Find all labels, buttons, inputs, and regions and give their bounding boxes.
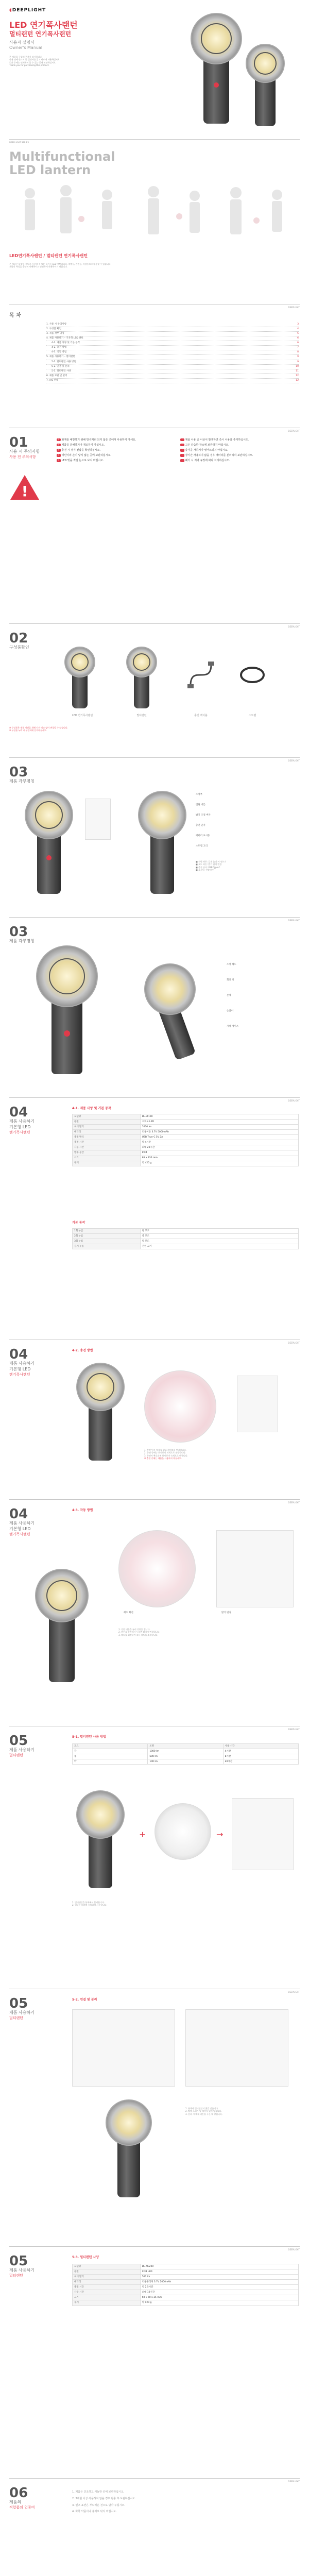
- section-04b-heading: 04 제품 사용하기 기본형 LED 랜기폭사랜턴: [9, 1347, 35, 1377]
- section-04c: DEEPLIGHT 04 제품 사용하기 기본형 LED 랜기폭사랜턴 4-3. 작동 방법 헤드 회전 밝기 변경 1. 전원 버튼을 눌러 전원을 켭니다. 2. 버튼을 반복해서 누르면 밝기가 변경됩니다. 3. 헤드를 회전하여 조사 각도를 조절합니다.: [0, 1499, 309, 1710]
- cover-section: [0, 0, 309, 134]
- connect-header: 5-2. 연결 및 분리: [72, 1998, 97, 2002]
- section-05c: DEEPLIGHT 05 제품 사용하기 멀티랜턴 5-3. 멀티랜턴 사양 모델명 DL-ML200 광원 COB LED 최대 밝기 500 lm 배터리 리튬폴리머 3.7V 2000mAh 충전 시간 약 2.5시간 사용 시간 최대 12시간 크기 60 x 60 x 25 mm 무게 약 120 g: [0, 2246, 309, 2463]
- parts2-lantern: [31, 943, 103, 1077]
- warnings-left: ! 화재를 예방하기 위해 방수처리 되지 않은 곳에서 사용하지 마세요. ! 제품을 분해하거나 개조하지 마십시오. ! 충전 시 정격 전압을 확인하십시오. ! 어린이의 손이 닿지 않는 곳에 보관하십시오. ! LED 빛을 직접 눈으로 보지 마십시오.: [57, 438, 173, 464]
- toc-item[interactable]: 4-3. 작동 방법 8: [46, 350, 299, 355]
- section-06: DEEPLIGHT 06 제품의 적합품의 업종비 1. 제품은 건조하고 서늘한 곳에 보관하십시오. 2. 3개월 이상 사용하지 않을 경우 완충 후 보관하십시오. 3. 렌즈 표면은 부드러운 천으로 닦아 주십시오. 4. 화학 약품이나 용제로 닦지 마십시오.: [0, 2478, 309, 2576]
- part-label: 밝기 조절 버튼: [196, 814, 211, 817]
- section-05: DEEPLIGHT 05 제품 사용하기 멀티랜턴 5-1. 멀티랜턴 사용 방법 모드 조명 사용 시간 강 1000 lm 4시간 중 500 lm 8시간 약 100 lm 20시간 + → 1. 멀티랜턴을 본체에서 분리합니다. 2. 원하는 위치에 거치하여 사용합니다.: [0, 1726, 309, 1973]
- toc-section: DEEPLIGHT 목 차 1. 사용 시 주의사항 3 2. 구성품 확인 4 3. 제품 각부 명칭 5 4. 제품 사용하기 – 기본형 LED 랜턴 6 4-1. 제품 사양 및 기본 동작 6 4-2. 충전 방법 7 4-3. 작동 방법 8 5. 제품 사용하기 – 멀티랜턴 9 5-1. 멀티랜턴 사용 방법 9 5-2. 연결 및 분리 10 5-3. 멀티랜턴 사양 11 6. 제품 보관 및 관리 12 7. A/S 안내 12: [0, 304, 309, 417]
- part-label: 전원 버튼: [196, 804, 205, 806]
- part-label: 조명부: [196, 793, 203, 796]
- section-01-heading: 01 사용 시 주의사항 사용 전 주의사항: [9, 435, 40, 459]
- strap-icon: [237, 659, 268, 690]
- multi-lantern-attached: [72, 1788, 129, 1891]
- multi-spec-header: 5-3. 멀티랜턴 사양: [72, 2256, 99, 2259]
- part-label: 충전 단자: [196, 824, 205, 827]
- toc-item[interactable]: 5-2. 연결 및 분리 10: [46, 365, 299, 369]
- toc-list: [46, 323, 299, 383]
- cable-icon: [185, 659, 216, 690]
- cover-lantern-small: [242, 41, 288, 129]
- section-05b-heading: 05 제품 사용하기 멀티랜턴: [9, 1996, 35, 2020]
- modes-header: 기본 동작: [72, 1221, 85, 1225]
- parts2-lantern-tilted: [134, 958, 211, 1061]
- section-04-heading: 04 제품 사용하기 기본형 LED 랜기폭사랜턴: [9, 1105, 35, 1134]
- connect-figure-1: [72, 2009, 175, 2087]
- section-03: DEEPLIGHT 03 제품 각부명칭 조명부 전원 버튼 밝기 조절 버튼 충전 단자 배터리 표시등 스트랩 고리 ■ 전원 버튼: 길게 눌러 켜기/끄기 ■ 모드 버튼: 밝기 단계 변경 ■ 충전 단자: USB Type-C ■ 표시등: 잔량 확인: [0, 757, 309, 907]
- section-06-heading: 06 제품의 적합품의 업종비: [9, 2485, 35, 2510]
- connect-figure-2: [185, 2009, 288, 2087]
- modes-table: 1회 누름 강 모드 2회 누름 중 모드 3회 누름 약 모드 길게 누름 전원 끄기: [72, 1228, 299, 1249]
- parts-lantern-front: [21, 788, 77, 896]
- part-label: 손잡이: [227, 1010, 234, 1012]
- toc-item[interactable]: 2. 구성품 확인 4: [46, 327, 299, 332]
- component-notes: ※ 구성품은 제품 개선을 위해 사전 예고 없이 변경될 수 있습니다. ※ 구성품 누락 시 구입처에 문의하십시오.: [9, 726, 68, 732]
- charging-steps: 1. 충전 단자 덮개를 열고 케이블을 연결합니다. 2. 충전 중에는 표시등이 적색으로 점등됩니다. 3. 충전이 완료되면 표시등이 녹색으로 바뀝니다. ※ 충전 중에는 제품을 사용하지 마십시오.: [144, 1449, 188, 1460]
- toc-item[interactable]: 3. 제품 각부 명칭 5: [46, 332, 299, 336]
- component-label: LED 연기폭사랜턴: [72, 714, 93, 717]
- section-03b: DEEPLIGHT 03 제품 각부명칭 조명 헤드 회전 링 본체 손잡이 자석 베이스: [0, 917, 309, 1087]
- brand-logo: ◖DEEPLIGHT: [9, 8, 46, 13]
- cover-lantern-large: [185, 10, 247, 129]
- component-label: 멀티랜턴: [136, 714, 147, 717]
- section-01: DEEPLIGHT 01 사용 시 주의사항 사용 전 주의사항 ! ! 화재를 예방하기 위해 방수처리 되지 않은 곳에서 사용하지 마세요. ! 제품을 분해하거나 개조하지 마십시오. ! 충전 시 정격 전압을 확인하십시오. ! 어린이의 손이 닿지 않는 곳에 보관하십시오. ! LED 빛을 직접 눈으로 보지 마십시오. ! 제품 사용 중 이상이 발생하면 즉시 사용을 중지하십시오. ! 고온 다습한 장소에 보관하지 마십시오. ! 충격을 가하거나 떨어뜨리지 마십시오. ! 장기간 사용하지 않을 경우 배터리를 분리하여 보관하십시오. ! 폐기 시 지역 규정에 따라 처리하십시오.: [0, 428, 309, 608]
- component-multi-lantern: [124, 644, 160, 711]
- multi-usage: [232, 1798, 294, 1870]
- component-lantern: [62, 644, 98, 711]
- cover-manual-kr: 사용자 설명서: [9, 40, 35, 45]
- multi-module: [154, 1803, 211, 1860]
- multi-spec-table: 모델명 DL-ML200 광원 COB LED 최대 밝기 500 lm 배터리 리튬폴리머 3.7V 2000mAh 충전 시간 약 2.5시간 사용 시간 최대 12시간 크기 60 x 60 x 25 mm 무게 약 120 g: [72, 2264, 299, 2306]
- hero-illustration: [9, 180, 300, 247]
- operation-detail-1: [118, 1530, 196, 1607]
- parts-lantern-side: [134, 788, 191, 896]
- cover-title-1: LED 연기폭사랜턴: [9, 20, 78, 30]
- toc-item[interactable]: 7. A/S 안내 12: [46, 379, 299, 383]
- toc-item[interactable]: 4-1. 제품 사양 및 기본 동작 6: [46, 341, 299, 346]
- operation-detail-2: [216, 1530, 294, 1607]
- operation-steps: 1. 전원 버튼을 눌러 전원을 켭니다. 2. 버튼을 반복해서 누르면 밝기가 변경됩니다. 3. 헤드를 회전하여 조사 각도를 조절합니다.: [118, 1628, 161, 1636]
- parts-bullets: ■ 전원 버튼: 길게 눌러 켜기/끄기 ■ 모드 버튼: 밝기 단계 변경 ■ 충전 단자: USB Type-C ■ 표시등: 잔량 확인: [196, 860, 227, 872]
- toc-header: 목 차: [9, 313, 21, 318]
- hero-section: [0, 139, 309, 299]
- part-label: 배터리 표시등: [196, 835, 210, 837]
- arrow-right-icon: →: [216, 1829, 224, 1839]
- toc-item[interactable]: 1. 사용 시 주의사항 3: [46, 323, 299, 327]
- multi-steps: 1. 멀티랜턴을 본체에서 분리합니다. 2. 원하는 위치에 거치하여 사용합니다.: [72, 1901, 108, 1907]
- toc-item[interactable]: 5. 제품 사용하기 – 멀티랜턴 9: [46, 355, 299, 360]
- hero-title-1: Multifunctional: [9, 149, 115, 164]
- charging-lantern: [72, 1360, 129, 1463]
- operation-lantern: [31, 1566, 93, 1685]
- svg-text:!: !: [21, 483, 28, 500]
- hero-label: DEEPLIGHT SERIES: [9, 141, 29, 144]
- section-02-heading: 02 구성품확인: [9, 631, 29, 650]
- section-05c-heading: 05 제품 사용하기 멀티랜턴: [9, 2253, 35, 2278]
- part-label: 조명 헤드: [227, 963, 236, 966]
- warning-icon: [9, 474, 40, 501]
- section-03b-heading: 03 제품 각부명칭: [9, 924, 35, 943]
- cover-title-2: 멀티랜턴 연기폭사랜턴: [9, 30, 72, 38]
- toc-item[interactable]: 6. 제품 보관 및 관리 12: [46, 374, 299, 379]
- charging-port: [237, 1376, 278, 1432]
- operation-label: 밝기 변경: [221, 1612, 231, 1614]
- part-label: 스트랩 고리: [196, 845, 208, 848]
- section-04: DEEPLIGHT 04 제품 사용하기 기본형 LED 랜기폭사랜턴 4-1. 제품 사양 및 기본 동작 모델명 DL-LT100 광원 고휘도 LED 최대 밝기 1000 lm 배터리 리튬이온 3.7V 5000mAh 충전 방식 USB Type-C 5V 2A 충전 시간 약 4시간 사용 시간 최대 20시간 방수 등급 IPX4 크기 65 x 230 mm 무게 약 420 g 기본 동작 1회 누름 강 모드 2회 누름 중 모드 3회 누름 약 모드 길게 누름 전원 끄기: [0, 1097, 309, 1324]
- hero-desc: 본 제품은 다양한 용도로 사용할 수 있는 다기능 LED 랜턴입니다. 작업등, 손전등, 비상등으로 활용할 수 있습니다. 제품의 특성을 충분히 이해하시고 안전하게 사용하시기 바랍니다.: [9, 263, 112, 268]
- hero-title-2: LED lantern: [9, 163, 91, 177]
- section-05-heading: 05 제품 사용하기 멀티랜턴: [9, 1733, 35, 1757]
- component-label: 스트랩: [248, 714, 256, 717]
- section-05b: DEEPLIGHT 05 제품 사용하기 멀티랜턴 5-2. 연결 및 분리 1. 본체와 멀티랜턴의 홈을 맞춥니다. 2. 딸깍 소리가 날 때까지 밀어 넣습니다. 3. 분리 시 해제 버튼을 누른 채 당깁니다.: [0, 1989, 309, 2231]
- toc-item[interactable]: 5-1. 멀티랜턴 사용 방법 9: [46, 360, 299, 365]
- warnings-right: ! 제품 사용 중 이상이 발생하면 즉시 사용을 중지하십시오. ! 고온 다습한 장소에 보관하지 마십시오. ! 충격을 가하거나 떨어뜨리지 마십시오. ! 장기간 사용하지 않을 경우 배터리를 분리하여 보관하십시오. ! 폐기 시 지역 규정에 따라 처리하십시오.: [180, 438, 299, 464]
- plus-icon: +: [139, 1829, 146, 1839]
- part-label: 본체: [227, 994, 231, 997]
- cover-intro: 본 제품을 구입해 주셔서 감사합니다. 사용 전에 반드시 본 설명서를 읽고 바르게 사용하십시오. 읽은 후에는 언제든지 볼 수 있는 곳에 보관하십시오. Thank you for purchasing this product.: [9, 56, 61, 67]
- section-04b: DEEPLIGHT 04 제품 사용하기 기본형 LED 랜기폭사랜턴 4-2. 충전 방법 1. 충전 단자 덮개를 열고 케이블을 연결합니다. 2. 충전 중에는 표시등이 적색으로 점등됩니다. 3. 충전이 완료되면 표시등이 녹색으로 바뀝니다. ※ 충전 중에는 제품을 사용하지 마십시오.: [0, 1340, 309, 1484]
- toc-item[interactable]: 5-3. 멀티랜턴 사양 11: [46, 369, 299, 374]
- part-label: 자석 베이스: [227, 1025, 239, 1028]
- section-03-heading: 03 제품 각부명칭: [9, 765, 35, 784]
- parts-battery-indicator: [85, 799, 111, 840]
- part-label: 회전 링: [227, 979, 234, 981]
- spec-table: 모델명 DL-LT100 광원 고휘도 LED 최대 밝기 1000 lm 배터리 리튬이온 3.7V 5000mAh 충전 방식 USB Type-C 5V 2A 충전 시간 약 4시간 사용 시간 최대 20시간 방수 등급 IPX4 크기 65 x 230 mm 무게 약 420 g: [72, 1114, 299, 1166]
- operation-label: 헤드 회전: [124, 1612, 133, 1614]
- section-02: DEEPLIGHT 02 구성품확인 LED 연기폭사랜턴 멀티랜턴 충전 케이블 스트랩 ※ 구성품은 제품 개선을 위해 사전 예고 없이 변경될 수 있습니다. ※ 구성품 누락 시 구입처에 문의하십시오.: [0, 623, 309, 747]
- spec-header: 4-1. 제품 사양 및 기본 동작: [72, 1107, 111, 1110]
- toc-item[interactable]: 4-2. 충전 방법 7: [46, 346, 299, 350]
- section-04c-heading: 04 제품 사용하기 기본형 LED 랜기폭사랜턴: [9, 1506, 35, 1536]
- cover-manual-en: Owner's Manual: [9, 45, 43, 50]
- charging-detail: [144, 1370, 216, 1443]
- toc-item[interactable]: 4. 제품 사용하기 – 기본형 LED 랜턴 6: [46, 336, 299, 341]
- multi-table: 모드 조명 사용 시간 강 1000 lm 4시간 중 500 lm 8시간 약 100 lm 20시간: [72, 1743, 299, 1765]
- connect-lantern: [103, 2097, 154, 2200]
- operation-header: 4-3. 작동 방법: [72, 1509, 93, 1512]
- multi-header: 5-1. 멀티랜턴 사용 방법: [72, 1735, 106, 1739]
- charging-header: 4-2. 충전 방법: [72, 1349, 93, 1352]
- care-list: 1. 제품은 건조하고 서늘한 곳에 보관하십시오. 2. 3개월 이상 사용하지 않을 경우 완충 후 보관하십시오. 3. 렌즈 표면은 부드러운 천으로 닦아 주십시오. 4. 화학 약품이나 용제로 닦지 마십시오.: [72, 2490, 136, 2514]
- component-label: 충전 케이블: [194, 714, 208, 717]
- hero-subtitle: LED연기폭사랜턴 / 멀티랜턴 연기폭사랜턴: [9, 253, 88, 258]
- connect-steps: 1. 본체와 멀티랜턴의 홈을 맞춥니다. 2. 딸깍 소리가 날 때까지 밀어 넣습니다. 3. 분리 시 해제 버튼을 누른 채 당깁니다.: [185, 2107, 222, 2115]
